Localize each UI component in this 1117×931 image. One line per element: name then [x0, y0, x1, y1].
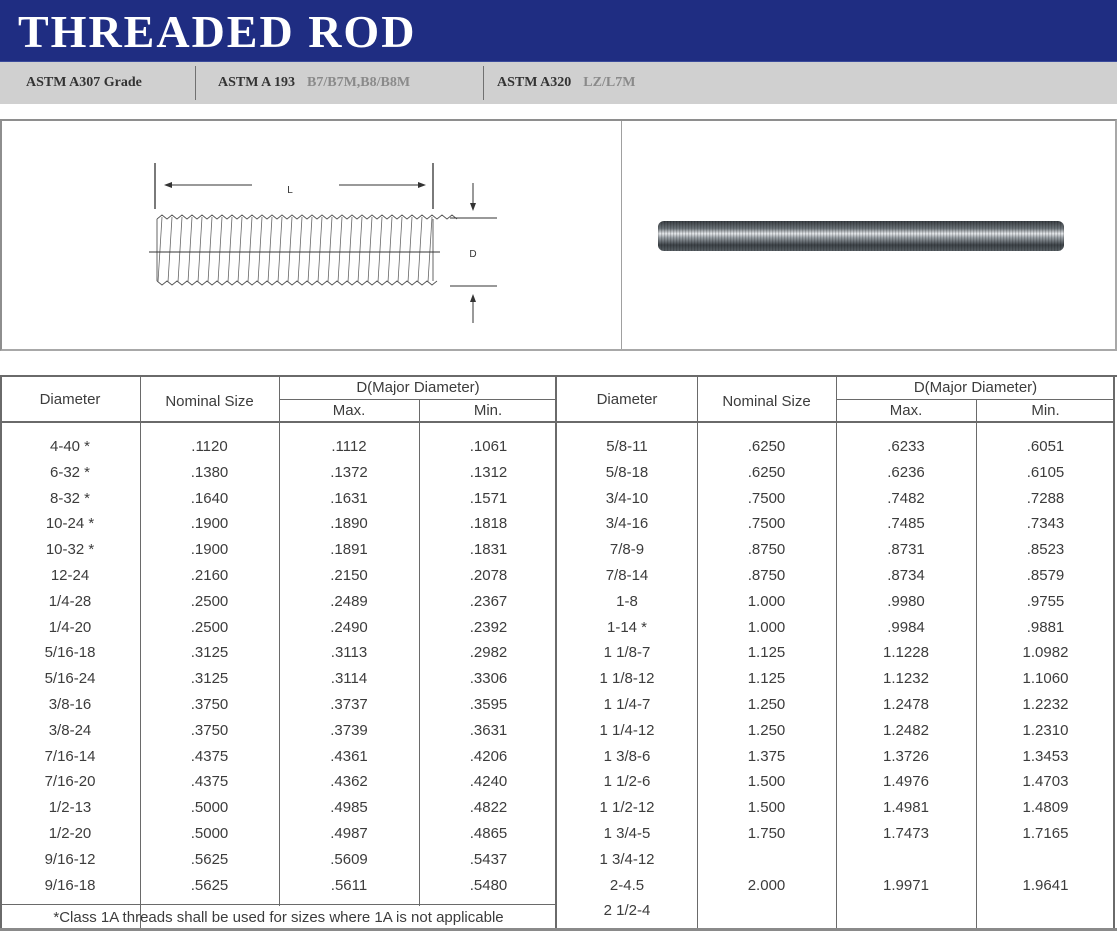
- table-cell-diameter: 10-24 *: [45, 515, 95, 533]
- table-cell-nominal: 1.500: [747, 799, 786, 817]
- table-cell-max: .4985: [330, 799, 368, 817]
- table-cell-diameter: 1 1/4-12: [599, 721, 655, 739]
- table-cell-min: .5480: [469, 876, 508, 894]
- spec-standard: ASTM A320: [497, 75, 572, 90]
- table-cell-min: .2982: [469, 644, 508, 662]
- table-cell-max: 1.7473: [883, 825, 929, 842]
- col-header-nominal-size: Nominal Size: [165, 393, 254, 410]
- table-cell-nominal: .1640: [190, 489, 229, 507]
- table-cell-max: .1372: [330, 463, 368, 481]
- table-cell-min: .1831: [469, 541, 508, 559]
- table-cell-max: .3114: [330, 670, 368, 688]
- table-cell-diameter: 7/8-9: [609, 541, 645, 559]
- spec-divider: [483, 66, 484, 100]
- spec-grades: B7/B7M,B8/B8M: [307, 75, 411, 90]
- table-cell-min: .4206: [469, 747, 508, 765]
- table-cell-nominal: .8750: [747, 541, 786, 559]
- table-cell-max: .3739: [330, 721, 368, 739]
- table-cell-nominal: 1.375: [747, 747, 786, 765]
- title-bar: [0, 0, 1117, 62]
- table-cell-diameter: 3/8-16: [48, 696, 92, 713]
- table-cell-nominal: .1900: [190, 541, 229, 559]
- header-subline: [836, 399, 1115, 400]
- table-cell-max: 1.1228: [883, 644, 929, 662]
- table-cell-min: .3631: [469, 721, 508, 739]
- table-cell-nominal: .5625: [190, 850, 229, 868]
- table-cell-nominal: 1.125: [747, 670, 786, 688]
- table-cell-diameter: 1 1/2-12: [599, 799, 655, 817]
- table-cell-max: .4362: [330, 773, 368, 791]
- table-cell-nominal: 1.250: [747, 721, 786, 739]
- table-cell-diameter: 5/8-18: [605, 463, 649, 481]
- table-cell-diameter: 1 3/4-5: [603, 825, 651, 842]
- table-cell-diameter: 7/8-14: [605, 567, 649, 584]
- table-cell-max: .2490: [330, 618, 368, 636]
- table-cell-min: 1.4809: [1022, 799, 1069, 817]
- table-cell-diameter: 6-32 *: [49, 463, 91, 481]
- col-header-major-diameter: D(Major Diameter): [913, 379, 1038, 396]
- table-cell-min: .3595: [469, 696, 508, 713]
- diameter-label: D: [469, 249, 477, 260]
- table-cell-max: .7485: [887, 515, 925, 533]
- table-cell-diameter: 2 1/2-4: [603, 902, 651, 920]
- table-cell-max: .8734: [887, 567, 925, 584]
- table-cell-nominal: .3750: [190, 721, 229, 739]
- spec-astm-a193: [218, 62, 410, 104]
- table-cell-diameter: 7/16-14: [44, 747, 96, 765]
- table-cell-diameter: 7/16-20: [44, 773, 96, 791]
- table-cell-nominal: .4375: [190, 773, 229, 791]
- table-cell-min: .1818: [469, 515, 508, 533]
- table-cell-diameter: 3/4-16: [605, 515, 649, 533]
- table-cell-diameter: 1 1/8-7: [603, 644, 651, 662]
- thread-spec-table: [0, 375, 1117, 931]
- table-cell-nominal: 1.000: [747, 618, 786, 636]
- table-cell-max: .8731: [887, 541, 925, 559]
- table-cell-min: .9881: [1026, 618, 1065, 636]
- table-cell-diameter: 2-4.5: [609, 876, 645, 894]
- table-cell-diameter: 5/16-24: [44, 670, 96, 688]
- table-cell-nominal: .3125: [190, 670, 229, 688]
- table-cell-nominal: 1.000: [747, 592, 786, 610]
- table-cell-diameter: 8-32 *: [49, 489, 91, 507]
- header-subline: [279, 399, 557, 400]
- table-cell-min: .1061: [469, 438, 508, 455]
- table-cell-min: 1.4703: [1022, 773, 1069, 791]
- table-cell-diameter: 1 3/4-12: [599, 850, 655, 868]
- page-title: THREADED ROD: [18, 6, 417, 57]
- table-cell-min: .9755: [1026, 592, 1065, 610]
- table-cell-min: .2392: [469, 618, 508, 636]
- table-cell-max: .4361: [330, 747, 368, 765]
- table-cell-diameter: 1 1/2-6: [603, 773, 651, 791]
- table-cell-min: 1.1060: [1022, 670, 1069, 688]
- length-label: L: [287, 185, 293, 196]
- table-cell-min: .4865: [469, 825, 508, 842]
- header-bottom-line: [0, 421, 1115, 423]
- table-cell-min: .1571: [469, 489, 508, 507]
- table-cell-nominal: .5000: [190, 799, 229, 817]
- col-header-min: Min.: [1031, 402, 1060, 419]
- table-cell-diameter: 1 3/8-6: [603, 747, 651, 765]
- table-cell-max: 1.2478: [883, 696, 929, 713]
- table-cell-max: .3113: [330, 644, 368, 662]
- table-cell-nominal: .1380: [190, 463, 229, 481]
- table-cell-diameter: 1/4-20: [48, 618, 92, 636]
- spec-standard: ASTM A307 Grade: [26, 75, 142, 90]
- table-cell-diameter: 4-40 *: [49, 438, 91, 455]
- table-cell-min: .8579: [1026, 567, 1065, 584]
- table-cell-diameter: 1/2-13: [48, 799, 92, 817]
- table-cell-min: .1312: [469, 463, 508, 481]
- table-cell-max: .4987: [330, 825, 368, 842]
- table-cell-nominal: .3125: [190, 644, 229, 662]
- spec-grades: LZ/L7M: [583, 75, 636, 90]
- table-cell-max: .5611: [330, 876, 368, 894]
- table-cell-diameter: 1/2-20: [48, 825, 92, 842]
- spec-astm-a307: [26, 62, 142, 104]
- table-cell-diameter: 9/16-18: [44, 876, 96, 894]
- table-cell-max: 1.9971: [883, 876, 929, 894]
- table-cell-nominal: .1120: [191, 438, 228, 455]
- table-cell-max: .5609: [330, 850, 368, 868]
- table-cell-diameter: 10-32 *: [45, 541, 95, 559]
- table-cell-max: .1631: [330, 489, 368, 507]
- table-cell-nominal: .3750: [190, 696, 229, 713]
- table-cell-min: .7288: [1026, 489, 1065, 507]
- table-cell-min: .5437: [469, 850, 508, 868]
- table-cell-min: 1.2310: [1022, 721, 1069, 739]
- table-cell-min: .4822: [469, 799, 508, 817]
- table-cell-min: 1.0982: [1022, 644, 1069, 662]
- table-cell-max: 1.3726: [883, 747, 929, 765]
- table-cell-max: .2150: [330, 567, 368, 584]
- spec-standard: ASTM A 193: [218, 75, 296, 90]
- col-header-min: Min.: [473, 402, 503, 419]
- table-cell-min: 1.9641: [1022, 876, 1069, 894]
- table-cell-nominal: .2500: [190, 618, 229, 636]
- table-cell-nominal: 1.125: [747, 644, 786, 662]
- table-cell-min: .2078: [469, 567, 508, 584]
- table-cell-min: 1.7165: [1022, 825, 1069, 842]
- table-cell-max: .1112: [331, 438, 367, 455]
- col-header-max: Max.: [889, 402, 923, 419]
- col-header-diameter: Diameter: [39, 391, 101, 408]
- table-cell-nominal: 2.000: [747, 876, 786, 894]
- table-cell-nominal: 1.250: [747, 696, 786, 713]
- table-cell-diameter: 3/4-10: [605, 489, 649, 507]
- table-cell-max: .6233: [887, 438, 925, 455]
- spec-divider: [195, 66, 196, 100]
- table-cell-min: .3306: [469, 670, 508, 688]
- col-header-diameter: Diameter: [596, 391, 658, 408]
- table-cell-nominal: .5000: [190, 825, 229, 842]
- table-cell-diameter: 5/8-11: [606, 438, 648, 455]
- table-cell-diameter: 1-8: [616, 592, 638, 610]
- table-cell-min: .6105: [1026, 463, 1065, 481]
- table-cell-nominal: .7500: [747, 489, 786, 507]
- table-cell-max: .7482: [887, 489, 925, 507]
- table-cell-diameter: 1/4-28: [48, 592, 92, 610]
- table-cell-min: .2367: [469, 592, 508, 610]
- table-cell-max: .9980: [887, 592, 925, 610]
- table-cell-nominal: 1.500: [747, 773, 786, 791]
- table-cell-diameter: 5/16-18: [44, 644, 96, 662]
- table-cell-diameter: 1-14 *: [606, 618, 648, 636]
- table-cell-nominal: .6250: [747, 438, 786, 455]
- table-cell-diameter: 3/8-24: [48, 721, 92, 739]
- standards-bar: [0, 62, 1117, 104]
- table-cell-max: .6236: [887, 463, 925, 481]
- table-cell-min: .4240: [469, 773, 508, 791]
- table-cell-nominal: .8750: [747, 567, 786, 584]
- table-cell-nominal: .2500: [190, 592, 229, 610]
- table-cell-min: .6051: [1026, 438, 1065, 455]
- table-cell-diameter: 9/16-12: [44, 850, 96, 868]
- table-cell-nominal: .2160: [190, 567, 229, 584]
- figure-panel: [0, 119, 1117, 351]
- table-cell-nominal: .7500: [747, 515, 786, 533]
- table-cell-max: 1.1232: [883, 670, 929, 688]
- col-header-nominal-size: Nominal Size: [722, 393, 811, 410]
- table-cell-diameter: 12-24: [50, 567, 90, 584]
- table-cell-max: 1.2482: [883, 721, 929, 739]
- table-cell-min: .8523: [1026, 541, 1065, 559]
- table-cell-max: .2489: [330, 592, 368, 610]
- table-cell-max: 1.4981: [883, 799, 929, 817]
- table-cell-max: .3737: [330, 696, 368, 713]
- threaded-rod-photo: [652, 211, 1072, 261]
- table-cell-max: .1890: [330, 515, 368, 533]
- table-cell-diameter: 1 1/4-7: [603, 696, 651, 713]
- table-cell-min: .7343: [1026, 515, 1065, 533]
- table-cell-min: 1.2232: [1022, 696, 1069, 713]
- table-cell-max: .9984: [887, 618, 925, 636]
- table-cell-max: 1.4976: [883, 773, 929, 791]
- table-cell-nominal: 1.750: [747, 825, 786, 842]
- table-cell-nominal: .6250: [747, 463, 786, 481]
- figure-divider: [621, 121, 622, 349]
- col-header-max: Max.: [332, 402, 366, 419]
- table-cell-nominal: .1900: [190, 515, 229, 533]
- table-cell-nominal: .4375: [190, 747, 229, 765]
- table-cell-nominal: .5625: [190, 876, 229, 894]
- table-cell-min: 1.3453: [1022, 747, 1069, 765]
- table-cell-max: .1891: [330, 541, 368, 559]
- col-header-major-diameter: D(Major Diameter): [356, 379, 480, 396]
- threaded-rod-diagram: [142, 151, 512, 331]
- table-cell-diameter: 1 1/8-12: [599, 670, 655, 688]
- footnote: *Class 1A threads shall be used for sizes where 1A is not applicable: [2, 904, 555, 931]
- spec-astm-a320: [497, 62, 635, 104]
